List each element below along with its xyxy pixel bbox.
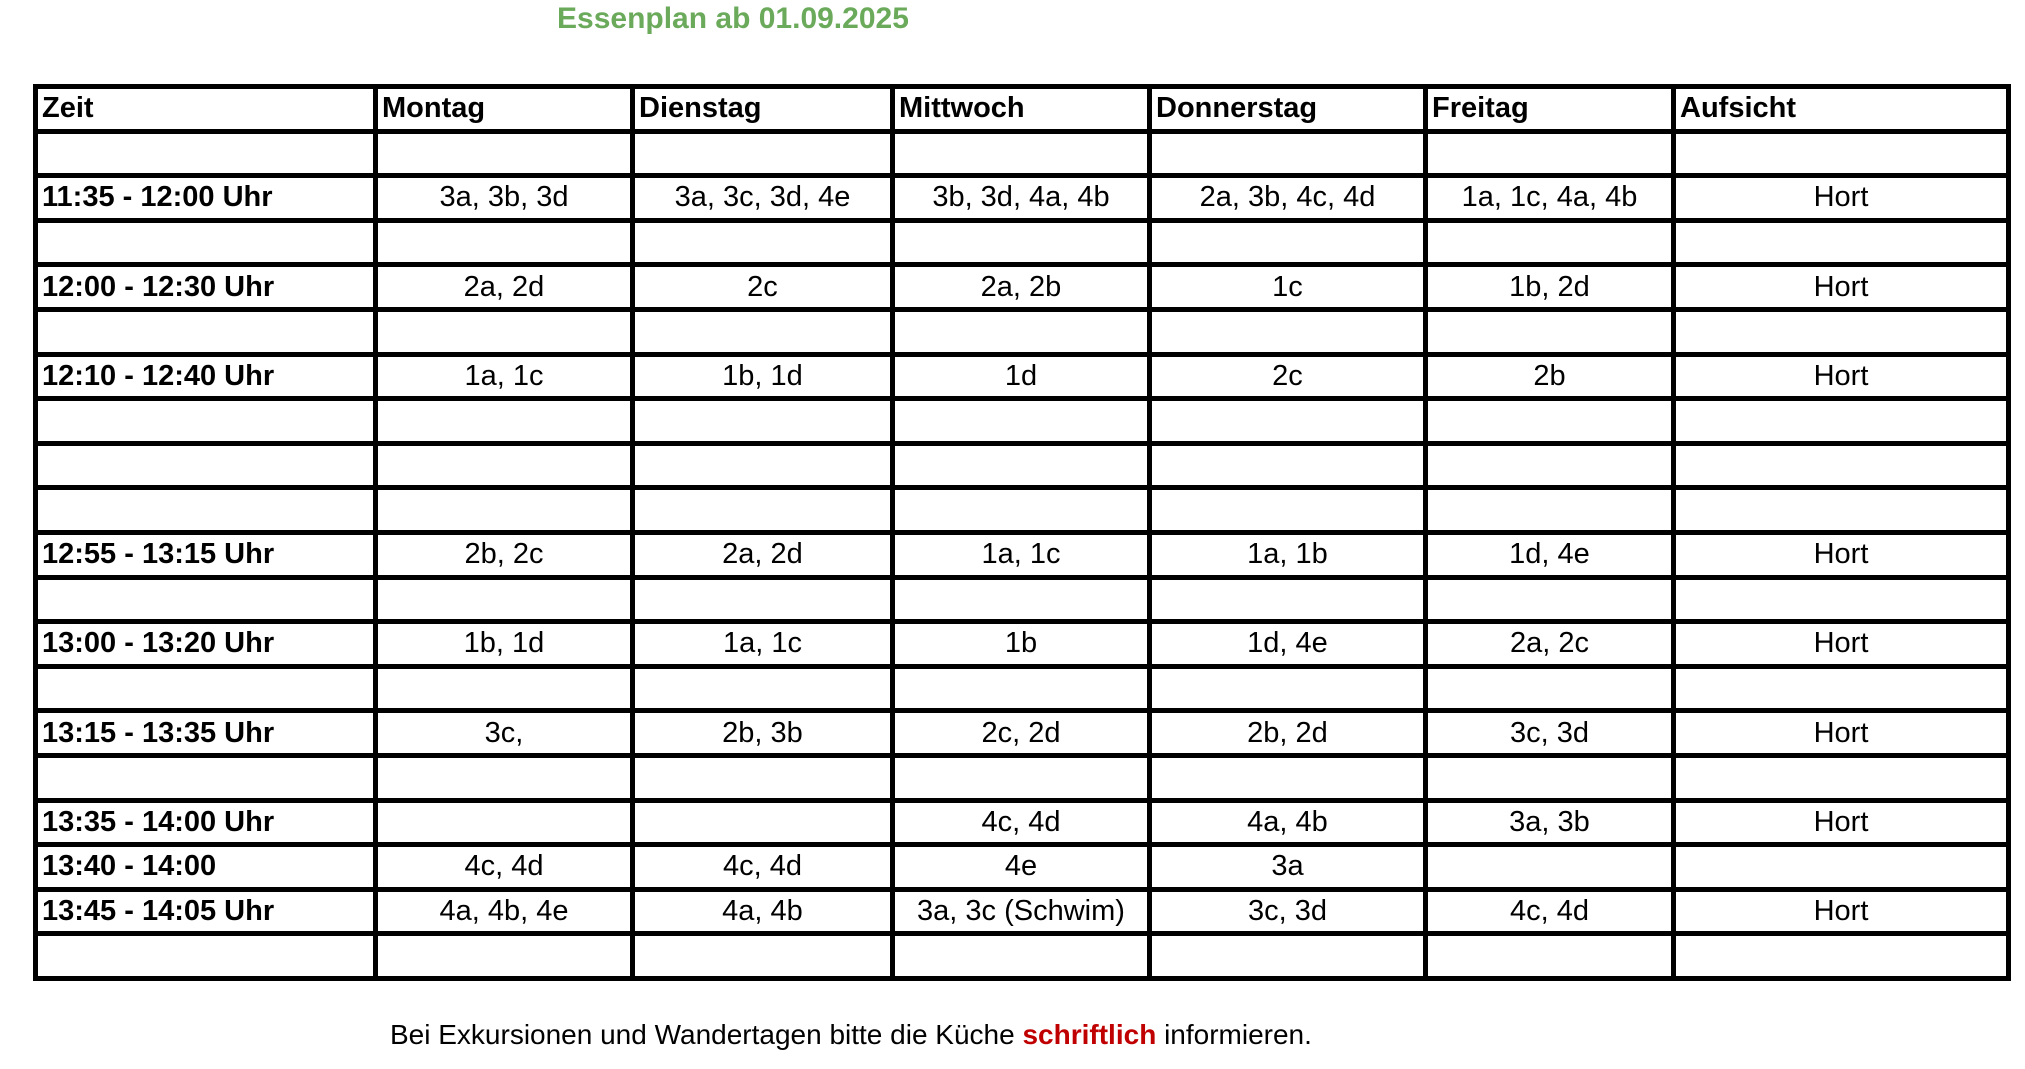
cell-tuesday: [633, 399, 893, 444]
cell-wednesday: [893, 131, 1150, 176]
table-row: [36, 488, 2009, 533]
cell-supervision: [1674, 577, 2009, 622]
header-montag: Montag: [376, 87, 633, 132]
cell-thursday: 3a: [1150, 845, 1426, 890]
cell-friday: 3a, 3b: [1426, 800, 1674, 845]
page-title: Essenplan ab 01.09.2025: [557, 2, 909, 35]
cell-wednesday: 2a, 2b: [893, 265, 1150, 310]
cell-supervision: [1674, 399, 2009, 444]
cell-friday: [1426, 220, 1674, 265]
cell-time: [36, 309, 376, 354]
cell-friday: 1d, 4e: [1426, 532, 1674, 577]
cell-tuesday: 3a, 3c, 3d, 4e: [633, 176, 893, 221]
table-row: [36, 845, 2009, 890]
cell-time: 12:00 - 12:30 Uhr: [36, 265, 376, 310]
header-row: [36, 87, 2009, 132]
header-donnerstag: Donnerstag: [1150, 87, 1426, 132]
cell-tuesday: 2c: [633, 265, 893, 310]
cell-tuesday: [633, 755, 893, 800]
cell-monday: 3c,: [376, 711, 633, 756]
cell-monday: [376, 220, 633, 265]
cell-friday: 2a, 2c: [1426, 622, 1674, 667]
cell-supervision: Hort: [1674, 622, 2009, 667]
cell-tuesday: 1b, 1d: [633, 354, 893, 399]
cell-friday: 3c, 3d: [1426, 711, 1674, 756]
cell-thursday: [1150, 309, 1426, 354]
cell-friday: 4c, 4d: [1426, 889, 1674, 934]
table-row: [36, 755, 2009, 800]
table-row: [36, 354, 2009, 399]
cell-thursday: [1150, 131, 1426, 176]
cell-monday: [376, 666, 633, 711]
cell-supervision: [1674, 934, 2009, 979]
cell-wednesday: 1b: [893, 622, 1150, 667]
table-row: [36, 131, 2009, 176]
cell-wednesday: [893, 220, 1150, 265]
cell-tuesday: [633, 309, 893, 354]
cell-tuesday: [633, 577, 893, 622]
cell-friday: [1426, 488, 1674, 533]
header-aufsicht: Aufsicht: [1674, 87, 2009, 132]
cell-monday: [376, 488, 633, 533]
header-freitag: Freitag: [1426, 87, 1674, 132]
cell-wednesday: 3a, 3c (Schwim): [893, 889, 1150, 934]
cell-tuesday: 4a, 4b: [633, 889, 893, 934]
cell-tuesday: 4c, 4d: [633, 845, 893, 890]
cell-time: [36, 934, 376, 979]
cell-tuesday: [633, 443, 893, 488]
cell-friday: [1426, 845, 1674, 890]
footer-text-before: Bei Exkursionen und Wandertagen bitte die Küche: [390, 1019, 1023, 1050]
cell-wednesday: [893, 309, 1150, 354]
cell-tuesday: 2a, 2d: [633, 532, 893, 577]
cell-thursday: 2a, 3b, 4c, 4d: [1150, 176, 1426, 221]
cell-wednesday: [893, 666, 1150, 711]
header-zeit: Zeit: [36, 87, 376, 132]
cell-tuesday: [633, 131, 893, 176]
table-row: [36, 711, 2009, 756]
cell-supervision: [1674, 666, 2009, 711]
header-dienstag: Dienstag: [633, 87, 893, 132]
cell-tuesday: 2b, 3b: [633, 711, 893, 756]
cell-wednesday: 2c, 2d: [893, 711, 1150, 756]
footer-note: [390, 1019, 1312, 1051]
cell-time: [36, 131, 376, 176]
cell-time: [36, 443, 376, 488]
cell-supervision: Hort: [1674, 711, 2009, 756]
cell-tuesday: [633, 220, 893, 265]
cell-friday: [1426, 309, 1674, 354]
cell-friday: [1426, 399, 1674, 444]
cell-time: 11:35 - 12:00 Uhr: [36, 176, 376, 221]
cell-thursday: [1150, 488, 1426, 533]
cell-supervision: [1674, 845, 2009, 890]
cell-time: 12:10 - 12:40 Uhr: [36, 354, 376, 399]
cell-supervision: Hort: [1674, 354, 2009, 399]
cell-thursday: [1150, 577, 1426, 622]
cell-wednesday: [893, 934, 1150, 979]
cell-monday: 4a, 4b, 4e: [376, 889, 633, 934]
cell-monday: 2a, 2d: [376, 265, 633, 310]
cell-friday: [1426, 131, 1674, 176]
cell-thursday: 2b, 2d: [1150, 711, 1426, 756]
cell-tuesday: [633, 666, 893, 711]
table-row: [36, 666, 2009, 711]
cell-supervision: [1674, 220, 2009, 265]
cell-monday: 2b, 2c: [376, 532, 633, 577]
cell-tuesday: [633, 800, 893, 845]
cell-thursday: [1150, 399, 1426, 444]
cell-tuesday: [633, 488, 893, 533]
cell-monday: 3a, 3b, 3d: [376, 176, 633, 221]
cell-monday: [376, 800, 633, 845]
cell-supervision: [1674, 131, 2009, 176]
cell-time: [36, 755, 376, 800]
cell-time: 13:35 - 14:00 Uhr: [36, 800, 376, 845]
cell-time: [36, 220, 376, 265]
cell-monday: [376, 399, 633, 444]
cell-supervision: Hort: [1674, 176, 2009, 221]
cell-friday: [1426, 666, 1674, 711]
cell-thursday: [1150, 755, 1426, 800]
cell-wednesday: 4e: [893, 845, 1150, 890]
table-row: [36, 889, 2009, 934]
table-row: [36, 309, 2009, 354]
cell-friday: 1b, 2d: [1426, 265, 1674, 310]
cell-wednesday: [893, 399, 1150, 444]
cell-wednesday: [893, 488, 1150, 533]
cell-wednesday: 1a, 1c: [893, 532, 1150, 577]
table-row: [36, 532, 2009, 577]
cell-thursday: 4a, 4b: [1150, 800, 1426, 845]
cell-wednesday: 3b, 3d, 4a, 4b: [893, 176, 1150, 221]
cell-friday: [1426, 577, 1674, 622]
table-row: [36, 399, 2009, 444]
cell-thursday: 1c: [1150, 265, 1426, 310]
table-row: [36, 443, 2009, 488]
cell-supervision: Hort: [1674, 265, 2009, 310]
cell-friday: 2b: [1426, 354, 1674, 399]
cell-monday: 1a, 1c: [376, 354, 633, 399]
cell-supervision: [1674, 443, 2009, 488]
table-row: [36, 622, 2009, 667]
cell-supervision: Hort: [1674, 532, 2009, 577]
cell-supervision: Hort: [1674, 889, 2009, 934]
cell-monday: [376, 309, 633, 354]
cell-monday: [376, 755, 633, 800]
table-row: [36, 220, 2009, 265]
cell-wednesday: [893, 577, 1150, 622]
cell-thursday: [1150, 443, 1426, 488]
cell-monday: [376, 934, 633, 979]
cell-time: 13:40 - 14:00: [36, 845, 376, 890]
cell-time: 13:00 - 13:20 Uhr: [36, 622, 376, 667]
cell-wednesday: [893, 443, 1150, 488]
header-mittwoch: Mittwoch: [893, 87, 1150, 132]
cell-supervision: [1674, 755, 2009, 800]
cell-time: 13:15 - 13:35 Uhr: [36, 711, 376, 756]
cell-friday: 1a, 1c, 4a, 4b: [1426, 176, 1674, 221]
cell-thursday: 3c, 3d: [1150, 889, 1426, 934]
table-row: [36, 176, 2009, 221]
cell-time: [36, 577, 376, 622]
cell-monday: [376, 131, 633, 176]
cell-monday: [376, 443, 633, 488]
table-body: [36, 131, 2009, 978]
cell-friday: [1426, 934, 1674, 979]
cell-time: 13:45 - 14:05 Uhr: [36, 889, 376, 934]
table-row: [36, 800, 2009, 845]
table-row: [36, 265, 2009, 310]
cell-supervision: Hort: [1674, 800, 2009, 845]
cell-wednesday: 4c, 4d: [893, 800, 1150, 845]
cell-supervision: [1674, 488, 2009, 533]
cell-monday: [376, 577, 633, 622]
cell-time: [36, 488, 376, 533]
cell-time: [36, 666, 376, 711]
cell-thursday: 1d, 4e: [1150, 622, 1426, 667]
cell-tuesday: 1a, 1c: [633, 622, 893, 667]
cell-monday: 4c, 4d: [376, 845, 633, 890]
cell-time: 12:55 - 13:15 Uhr: [36, 532, 376, 577]
footer-emphasis: schriftlich: [1022, 1019, 1157, 1050]
cell-time: [36, 399, 376, 444]
cell-supervision: [1674, 309, 2009, 354]
cell-thursday: [1150, 220, 1426, 265]
table-row: [36, 934, 2009, 979]
cell-monday: 1b, 1d: [376, 622, 633, 667]
cell-friday: [1426, 443, 1674, 488]
footer-text-after: informieren.: [1156, 1019, 1312, 1050]
cell-tuesday: [633, 934, 893, 979]
cell-friday: [1426, 755, 1674, 800]
cell-thursday: [1150, 934, 1426, 979]
cell-thursday: 2c: [1150, 354, 1426, 399]
table-row: [36, 577, 2009, 622]
cell-wednesday: [893, 755, 1150, 800]
cell-thursday: 1a, 1b: [1150, 532, 1426, 577]
cell-wednesday: 1d: [893, 354, 1150, 399]
cell-thursday: [1150, 666, 1426, 711]
meal-schedule-table: [33, 84, 2011, 981]
